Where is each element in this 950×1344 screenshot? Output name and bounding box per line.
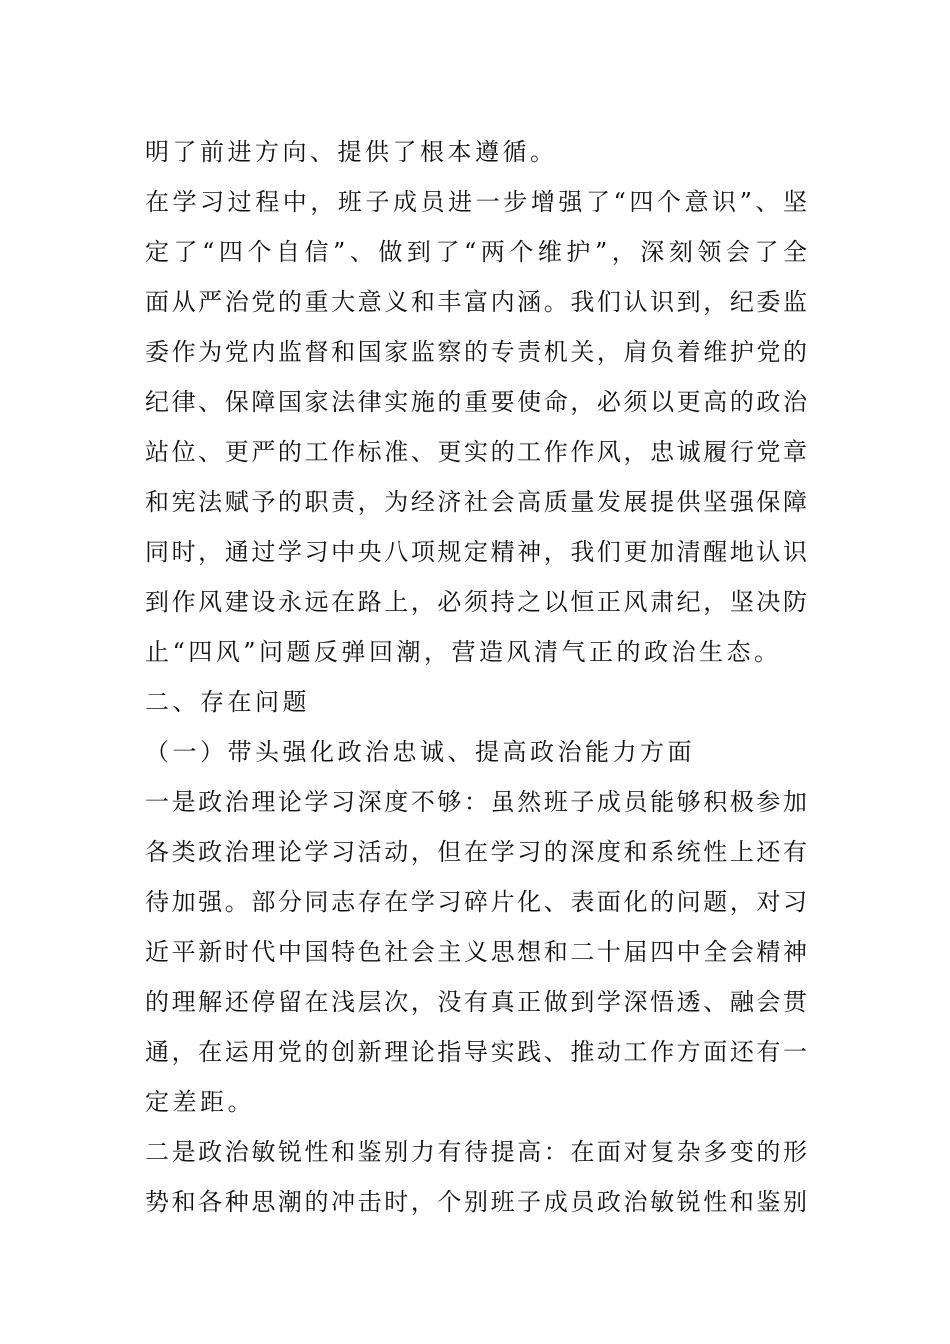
paragraph-line: 近平新时代中国特色社会主义思想和二十届四中全会精神 <box>145 938 807 966</box>
document-page <box>145 127 807 1227</box>
paragraph-line: 面从严治党的重大意义和丰富内涵。我们认识到，纪委监 <box>145 288 807 316</box>
paragraph-line: 纪律、保障国家法律实施的重要使命，必须以更高的政治 <box>145 388 807 416</box>
paragraph-line: 站位、更严的工作标准、更实的工作作风，忠诚履行党章 <box>145 438 807 466</box>
paragraph-line: 通，在运用党的创新理论指导实践、推动工作方面还有一 <box>145 1038 807 1066</box>
paragraph-line: 各类政治理论学习活动，但在学习的深度和系统性上还有 <box>145 838 807 866</box>
section-heading: 二、存在问题 <box>145 688 310 716</box>
subsection-heading: （一）带头强化政治忠诚、提高政治能力方面 <box>145 738 695 766</box>
paragraph-line: 明了前进方向、提供了根本遵循。 <box>145 138 558 166</box>
paragraph-line: 待加强。部分同志存在学习碎片化、表面化的问题，对习 <box>145 888 807 916</box>
paragraph-line: 定了“四个自信”、做到了“两个维护”，深刻领会了全 <box>145 238 807 266</box>
paragraph-line: 和宪法赋予的职责，为经济社会高质量发展提供坚强保障 <box>145 488 807 516</box>
paragraph-line: 同时，通过学习中央八项规定精神，我们更加清醒地认识 <box>145 538 807 566</box>
paragraph-line: 定差距。 <box>145 1088 255 1116</box>
paragraph-line: 的理解还停留在浅层次，没有真正做到学深悟透、融会贯 <box>145 988 807 1016</box>
paragraph-line: 势和各种思潮的冲击时，个别班子成员政治敏锐性和鉴别 <box>145 1188 807 1216</box>
paragraph-line: 到作风建设永远在路上，必须持之以恒正风肃纪，坚决防 <box>145 588 807 616</box>
paragraph-line: 一是政治理论学习深度不够：虽然班子成员能够积极参加 <box>145 788 807 816</box>
paragraph-line: 二是政治敏锐性和鉴别力有待提高：在面对复杂多变的形 <box>145 1138 807 1166</box>
paragraph-line: 在学习过程中，班子成员进一步增强了“四个意识”、坚 <box>145 188 807 216</box>
paragraph-line: 止“四风”问题反弹回潮，营造风清气正的政治生态。 <box>145 638 782 666</box>
paragraph-line: 委作为党内监督和国家监察的专责机关，肩负着维护党的 <box>145 338 807 366</box>
